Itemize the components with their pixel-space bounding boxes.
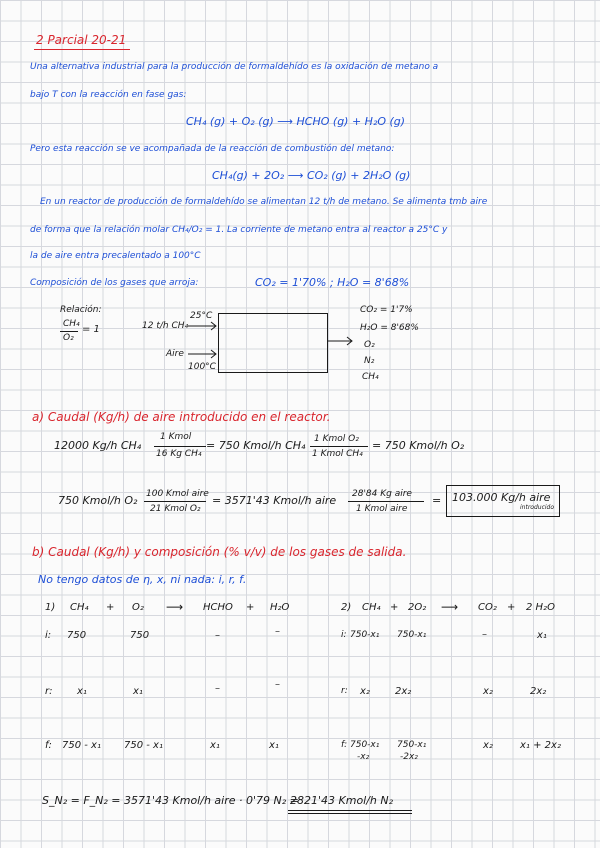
part-a-heading: a) Caudal (Kg/h) de aire introducido en el reactor. [32, 410, 331, 424]
calc2-den2: 1 Kmol aire [356, 504, 408, 514]
r1-plus1: + [106, 602, 115, 613]
calc1-result: = 750 Kmol/h O₂ [372, 439, 465, 452]
r1-ch4: CH₄ [70, 602, 89, 613]
calc1-num1: 1 Kmol [160, 432, 192, 442]
r1-r-o2: x₁ [133, 686, 143, 697]
feed-methane-label: 12 t/h CH₄ [142, 321, 189, 331]
r2-f-co2: x₂ [483, 740, 493, 751]
r1-i-ch4: 750 [67, 630, 87, 641]
calc1-mid: = 750 Kmol/h CH₄ [206, 439, 306, 452]
r2-i-label: i: [341, 630, 347, 640]
r2-i-o2: 750-x₁ [397, 630, 427, 640]
r2-label: 2) [341, 602, 352, 613]
page-title: 2 Parcial 20-21 [36, 33, 127, 47]
outlet-composition: CO₂ = 1'70% ; H₂O = 8'68% [255, 276, 410, 289]
part-b-note: No tengo datos de η, x, ni nada: i, r, f. [38, 573, 247, 586]
r2-r-o2: 2x₂ [395, 686, 412, 697]
result-underline-2 [288, 813, 412, 814]
r2-f-o2: 750-x₁ [397, 740, 427, 750]
r1-r-label: r: [45, 686, 53, 697]
part-b-heading: b) Caudal (Kg/h) y composición (% v/v) de los gases de salida. [32, 545, 407, 559]
ratio-denominator: O₂ [63, 333, 74, 343]
ratio-label: Relación: [60, 305, 102, 315]
r1-i-h2o: – [275, 626, 280, 637]
calc1-den1: 16 Kg CH₄ [156, 449, 202, 459]
feed-methane-temp: 25°C [190, 311, 213, 321]
r1-r-ch4: x₁ [77, 686, 87, 697]
r1-f-label: f: [45, 740, 52, 751]
feed-air-temp: 100°C [188, 362, 216, 372]
reaction-2-equation: CH₄(g) + 2O₂ ⟶ CO₂ (g) + 2H₂O (g) [212, 169, 411, 182]
r2-r-label: r: [341, 686, 348, 696]
r2-ch4: CH₄ [362, 602, 381, 613]
calc1-bar2 [310, 446, 368, 447]
intro-line-1: Una alternativa industrial para la producción de formaldehído es la oxidación de metano a [30, 62, 439, 72]
r1-r-h2o: – [275, 679, 280, 690]
calc2-num1: 100 Kmol aire [146, 489, 209, 499]
r1-o2: O₂ [132, 602, 144, 613]
calc2-num2: 28'84 Kg aire [352, 489, 412, 499]
intro-line-3: Pero esta reacción se ve acompañada de la reacción de combustión del metano: [30, 144, 395, 154]
r1-arrow: ⟶ [166, 600, 184, 614]
r2-f-ch4: 750-x₁ [350, 740, 380, 750]
ratio-numerator: CH₄ [63, 319, 80, 329]
intro-line-7: Composición de los gases que arroja: [30, 278, 199, 288]
r2-i-h2o: x₁ [537, 630, 547, 641]
calc2-den1: 21 Kmol O₂ [150, 504, 201, 514]
r2-r-ch4: x₂ [360, 686, 370, 697]
calc2-bar1 [144, 501, 206, 502]
r1-f-ch4: 750 - x₁ [62, 740, 101, 751]
r1-r-hcho: – [215, 683, 220, 694]
calc1-den2: 1 Kmol CH₄ [312, 449, 363, 459]
r2-r-h2o: 2x₂ [530, 686, 547, 697]
result-value: 103.000 Kg/h aire [452, 491, 551, 504]
r2-arrow: ⟶ [441, 600, 459, 614]
r2-2o2: 2O₂ [408, 602, 427, 613]
r1-i-label: i: [45, 630, 52, 641]
result-subscript: introducido [520, 504, 555, 511]
r1-f-h2o: x₁ [269, 740, 279, 751]
r2-co2: CO₂ [478, 602, 497, 613]
result-underline-1 [288, 810, 412, 811]
outlet-n2: N₂ [364, 356, 375, 366]
nitrogen-balance: S_N₂ = F_N₂ = 3571'43 Kmol/h aire · 0'79 N₂ = [42, 794, 299, 807]
r2-i-co2: – [482, 629, 487, 640]
r2-plus2: + [507, 602, 516, 613]
r2-f-h2o: x₁ + 2x₂ [520, 740, 561, 751]
ratio-value: = 1 [82, 324, 100, 335]
intro-line-5: de forma que la relación molar CH₄/O₂ = 1. La corriente de metano entra al reactor a 25°C y [30, 225, 448, 235]
calc1-start: 12000 Kg/h CH₄ [54, 439, 142, 452]
r2-f-label: f: [341, 740, 348, 750]
r1-hcho: HCHO [203, 602, 233, 613]
outlet-ch4: CH₄ [362, 372, 379, 382]
r1-h2o: H₂O [270, 602, 290, 613]
r2-f-o2-sub: -2x₂ [400, 752, 418, 762]
outlet-h2o: H₂O = 8'68% [360, 323, 419, 333]
intro-line-4: En un reactor de producción de formaldehído se alimentan 12 t/h de metano. Se alimenta tmb aire [40, 197, 488, 207]
r1-f-hcho: x₁ [210, 740, 220, 751]
r2-r-co2: x₂ [483, 686, 493, 697]
r2-i-ch4: 750-x₁ [350, 630, 380, 640]
intro-line-6: la de aire entra precalentado a 100°C [30, 251, 201, 261]
reaction-1-equation: CH₄ (g) + O₂ (g) ⟶ HCHO (g) + H₂O (g) [186, 115, 406, 128]
r2-2h2o: 2 H₂O [526, 602, 555, 613]
r1-i-hcho: – [215, 630, 220, 641]
r1-label: 1) [45, 602, 56, 613]
calc2-equals: = [432, 494, 442, 507]
r2-plus1: + [390, 602, 399, 613]
outlet-o2: O₂ [364, 340, 375, 350]
r1-plus2: + [246, 602, 255, 613]
r1-i-o2: 750 [130, 630, 150, 641]
outlet-co2: CO₂ = 1'7% [360, 305, 413, 315]
r2-f-ch4-sub: -x₂ [357, 752, 370, 762]
calc2-mid: = 3571'43 Kmol/h aire [212, 494, 337, 507]
r1-f-o2: 750 - x₁ [124, 740, 163, 751]
calc1-num2: 1 Kmol O₂ [314, 434, 359, 444]
calc1-bar1 [154, 446, 206, 447]
calc2-bar2 [348, 501, 424, 502]
intro-line-2: bajo T con la reacción en fase gas: [30, 90, 187, 100]
nitrogen-result: 2821'43 Kmol/h N₂ [290, 794, 394, 807]
feed-air-label: Aire [166, 349, 184, 359]
calc2-start: 750 Kmol/h O₂ [58, 494, 138, 507]
